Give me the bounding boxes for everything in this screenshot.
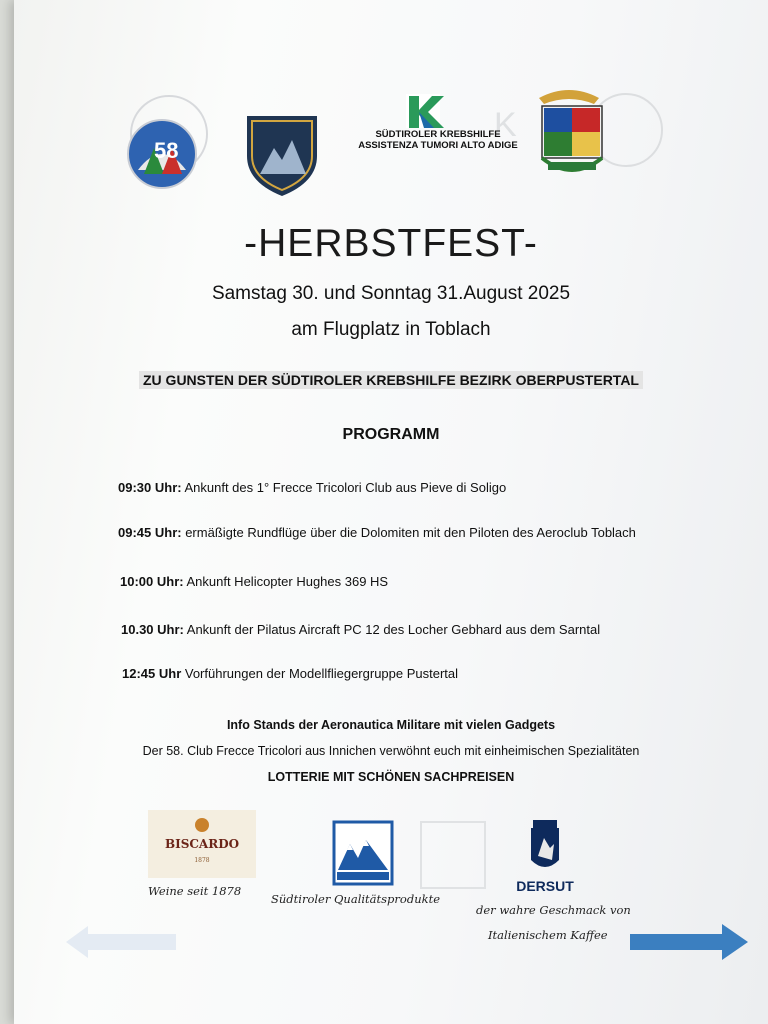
- dersut-wordmark: DERSUT: [516, 878, 574, 894]
- logo-row: [14, 78, 768, 198]
- event-location: am Flugplatz in Toblach: [291, 319, 491, 340]
- krebshilfe-line2: ASSISTENZA TUMORI ALTO ADIGE: [358, 140, 518, 151]
- krebshilfe-k-mark: [406, 94, 444, 128]
- krebshilfe-logo-text: [348, 129, 528, 151]
- beneficiary-text: ZU GUNSTEN DER SÜDTIROLER KREBSHILFE BEZIRK OBERPUSTERTAL: [139, 371, 643, 389]
- beneficiary-line: [14, 372, 768, 388]
- info-lottery: LOTTERIE MIT SCHÖNEN SACHPREISEN: [267, 770, 515, 784]
- program-desc: Ankunft der Pilatus Aircraft PC 12 des Locher Gebhard aus dem Sarntal: [183, 622, 601, 637]
- program-desc: Vorführungen der Modellfliegergruppe Pustertal: [181, 666, 459, 681]
- program-time: 10.30 Uhr: [121, 622, 180, 637]
- program-item: [118, 525, 636, 540]
- caption-wine: Weine seit 1878: [148, 884, 242, 898]
- caption-coffee-2: Italienischem Kaffee: [488, 928, 608, 942]
- arrow-right-icon: [626, 922, 756, 962]
- program-title: PROGRAMM: [342, 426, 440, 443]
- program-time-sep: :: [179, 622, 184, 637]
- program-item: [118, 480, 506, 495]
- program-time: 12:45 Uhr: [122, 666, 182, 681]
- program-time-sep: :: [179, 574, 184, 589]
- dersut-logo: [516, 820, 574, 894]
- sennerei-logo: [334, 822, 392, 884]
- info-club: Der 58. Club Frecce Tricolori aus Innichen verwöhnt euch mit einheimischen Spezialitäten: [142, 744, 640, 758]
- aeroclub-shield: [247, 116, 317, 196]
- program-desc: Ankunft des 1° Frecce Tricolori Club aus Pieve di Soligo: [181, 480, 507, 495]
- krebshilfe-line1: SÜDTIROLER KREBSHILFE: [375, 129, 501, 140]
- aeronautica-crest: [539, 90, 602, 170]
- caption-quality: Südtiroler Qualitätsprodukte: [271, 892, 440, 906]
- biscardo-wordmark: BISCARDO: [164, 837, 240, 851]
- program-item: [120, 574, 388, 589]
- info-stands: Info Stands der Aeronautica Militare mit vielen Gadgets: [226, 718, 556, 732]
- svg-text:K: K: [494, 106, 517, 144]
- frecce-tricolori-badge: [128, 120, 196, 188]
- program-time-sep: :: [177, 480, 182, 495]
- biscardo-logo: [148, 810, 256, 878]
- svg-text:1878: 1878: [194, 857, 210, 864]
- ghost-arrow-icon: [58, 922, 198, 962]
- program-desc: Ankunft Helicopter Hughes 369 HS: [183, 574, 389, 589]
- svg-text:58: 58: [154, 138, 179, 163]
- flyer-sheet: [14, 0, 768, 1024]
- program-desc: ermäßigte Rundflüge über die Dolomiten mit den Piloten des Aeroclub Toblach: [181, 525, 636, 540]
- program-time: 09:45 Uhr: [118, 525, 178, 540]
- program-item: [121, 622, 600, 637]
- program-time: 10:00 Uhr: [120, 574, 180, 589]
- program-time-sep: :: [177, 525, 182, 540]
- event-title: -HERBSTFEST-: [244, 222, 538, 265]
- event-date: Samstag 30. und Sonntag 31.August 2025: [211, 283, 571, 304]
- program-time: 09:30 Uhr: [118, 480, 178, 495]
- program-item: [122, 666, 458, 681]
- caption-coffee-1: der wahre Geschmack von: [476, 903, 631, 917]
